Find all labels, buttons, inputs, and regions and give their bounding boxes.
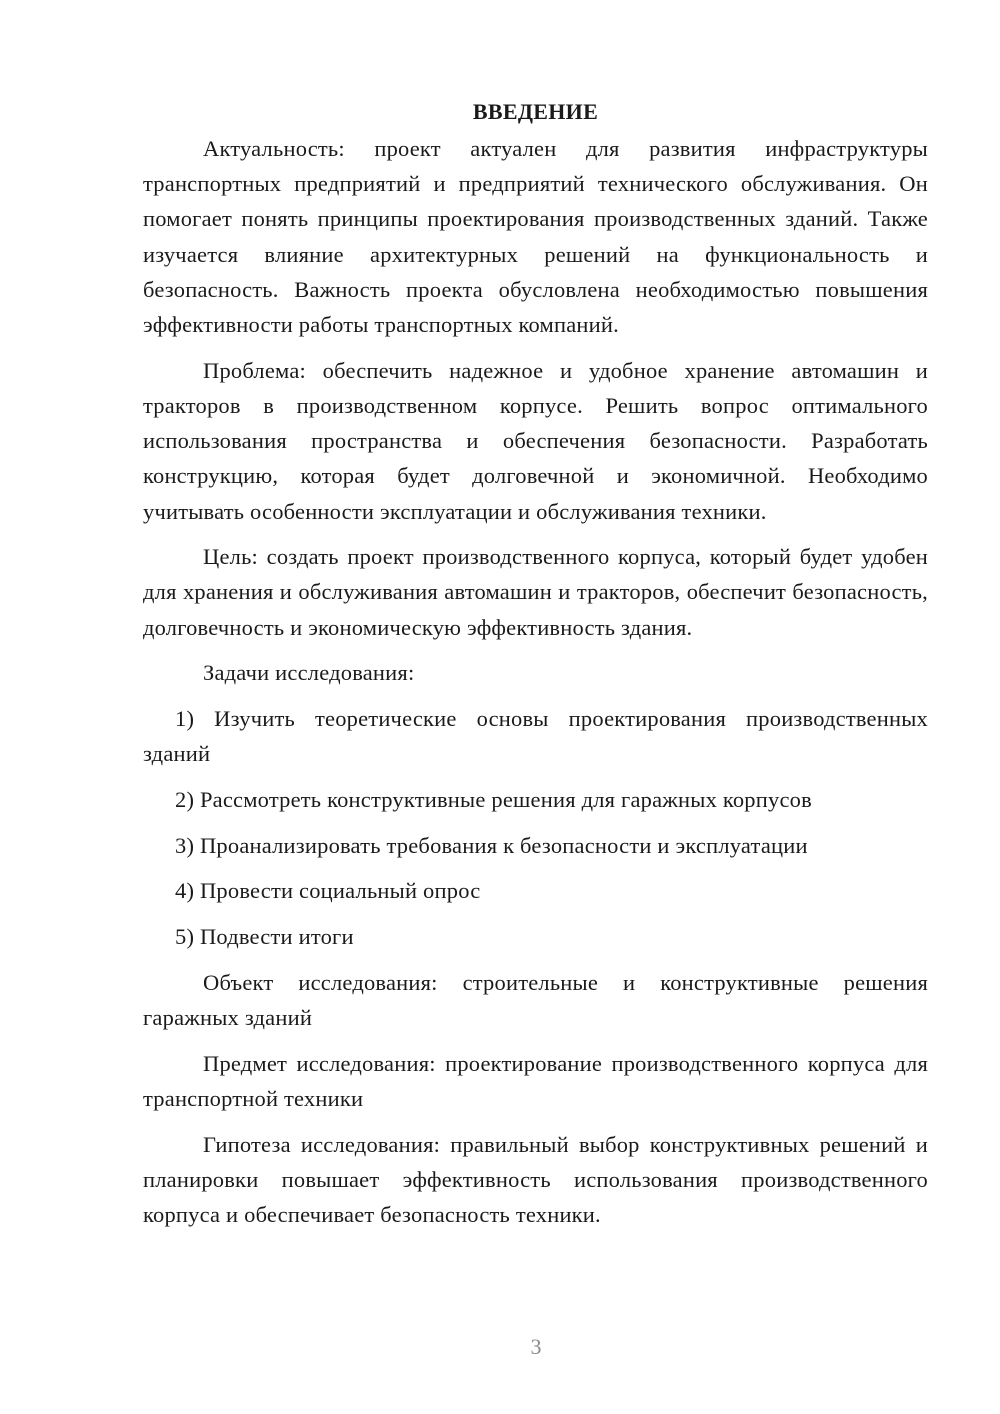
task-item-4: 4) Провести социальный опрос bbox=[175, 878, 481, 904]
page-number: 3 bbox=[530, 1334, 542, 1359]
section-heading: ВВЕДЕНИЕ bbox=[472, 99, 599, 124]
tasks-title: Задачи исследования: bbox=[203, 660, 415, 686]
paragraph-object: Объект исследования: строительные и конструктивные решения гаражных зданий bbox=[143, 969, 928, 1030]
page-content bbox=[143, 94, 928, 1243]
task-item-2: 2) Рассмотреть конструктивные решения для гаражных корпусов bbox=[175, 786, 812, 812]
paragraph-goal: Цель: создать проект производственного корпуса, который будет удобен для хранения и обслуживания автомашин и тракторов, обеспечит безопасность, долговечность и экономическую эффективность здания. bbox=[143, 544, 928, 640]
paragraph-subject: Предмет исследования: проектирование производственного корпуса для транспортной техники bbox=[143, 1050, 928, 1111]
task-item-3: 3) Проанализировать требования к безопасности и эксплуатации bbox=[175, 832, 808, 858]
paragraph-problem: Проблема: обеспечить надежное и удобное хранение автомашин и тракторов в производственном корпусе. Решить вопрос оптимального использования пространства и обеспечения безопасности. Разработать конструкцию, которая будет долговечной и экономичной. Необходимо учитывать особенности эксплуатации и обслуживания техники. bbox=[143, 357, 928, 524]
task-item-1: 1) Изучить теоретические основы проектирования производственных зданий bbox=[143, 706, 928, 767]
paragraph-relevance: Актуальность: проект актуален для развития инфраструктуры транспортных предприятий и предприятий технического обслуживания. Он помогает понять принципы проектирования производственных зданий. Также изучается влияние архитектурных решений на функциональность и безопасность. Важность проекта обусловлена необходимостью повышения эффективности работы транспортных компаний. bbox=[143, 136, 928, 338]
paragraph-hypothesis: Гипотеза исследования: правильный выбор конструктивных решений и планировки повышает эффективность использования производственного корпуса и обеспечивает безопасность техники. bbox=[143, 1131, 928, 1227]
task-item-5: 5) Подвести итоги bbox=[175, 924, 354, 950]
